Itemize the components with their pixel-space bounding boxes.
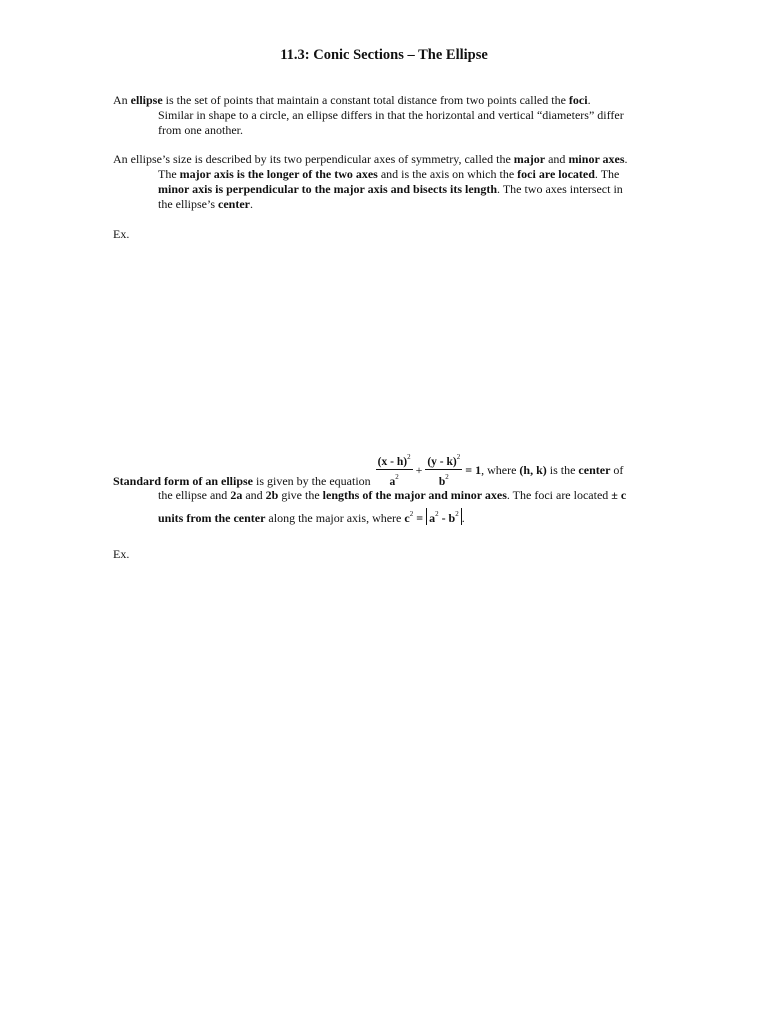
term-center: center — [218, 197, 250, 211]
text-run: , where — [481, 463, 520, 478]
term-2a: 2a — [230, 488, 243, 502]
paragraph-line — [113, 182, 658, 197]
term-hk: (h, k) — [519, 463, 547, 478]
text-run: give the — [278, 488, 323, 502]
foci-distance-formula: $c^2 = a^2 - b^2$ — [404, 511, 461, 525]
term-standard-form: Standard form of an ellipse — [113, 474, 254, 489]
text-run: . The foci are located — [506, 488, 612, 502]
text-run: the ellipse’s — [158, 197, 218, 211]
text-run: . The — [594, 167, 620, 181]
term-foci: foci — [568, 93, 588, 107]
text-run: is given by the equation — [253, 474, 374, 489]
term-minor-axes: minor axes — [568, 152, 625, 166]
fraction-x — [376, 450, 413, 489]
example-label: Ex. — [113, 227, 130, 241]
ellipse-definition-paragraph — [113, 93, 658, 138]
text-run: . The two axes intersect in — [497, 182, 623, 196]
paragraph-line — [158, 488, 626, 503]
term-minor-axis-perpendicular: minor axis is perpendicular to the major axis and bisects its length — [158, 182, 498, 196]
paragraph-line — [113, 197, 658, 212]
text-run: is the set of points that maintain a constant total distance from two points called the — [162, 93, 569, 107]
term-2b: 2b — [265, 488, 279, 502]
text-run: and is the axis on which the — [377, 167, 518, 181]
absolute-value: $a^2 - b^2$ — [426, 508, 462, 525]
text-run: . — [461, 511, 465, 525]
paragraph-line — [158, 508, 465, 526]
axes-paragraph — [113, 152, 658, 212]
page-title: 11.3: Conic Sections – The Ellipse — [280, 47, 488, 63]
equals-one: = 1 — [465, 463, 482, 478]
paragraph-line — [113, 167, 658, 182]
term-units-from-center: units from the center — [158, 511, 266, 525]
text-run: of — [610, 463, 624, 478]
plus-sign: + — [415, 463, 423, 478]
fraction-denominator: $b^2$ — [438, 473, 449, 488]
paragraph-line: from one another. — [158, 123, 243, 137]
text-run: . — [587, 93, 591, 107]
text-run: . — [624, 152, 628, 166]
term-lengths: lengths of the major and minor axes — [322, 488, 507, 502]
example-label: Ex. — [113, 547, 130, 561]
text-run: and — [242, 488, 266, 502]
text-run: The — [158, 167, 180, 181]
fraction-y — [425, 450, 462, 489]
term-foci-located: foci are located — [517, 167, 595, 181]
text-run: along the major axis, where — [265, 511, 405, 525]
paragraph-line — [113, 152, 658, 167]
term-major: major — [513, 152, 546, 166]
text-run: An ellipse’s size is described by its two perpendicular axes of symmetry, called the — [113, 152, 514, 166]
text-run: is the — [546, 463, 579, 478]
term-plus-minus-c: ± c — [611, 488, 627, 502]
standard-form-equation-line — [113, 450, 623, 490]
fraction-numerator: (y - k)$^2$ — [425, 450, 462, 470]
term-center: center — [578, 463, 611, 478]
paragraph-line — [113, 93, 658, 108]
fraction-numerator: (x - h)$^2$ — [376, 450, 413, 470]
fraction-denominator: $a^2$ — [389, 473, 399, 488]
text-run: An — [113, 93, 131, 107]
text-run: and — [545, 152, 569, 166]
term-major-axis-longer: major axis is the longer of the two axes — [179, 167, 378, 181]
paragraph-line: Similar in shape to a circle, an ellipse differs in that the horizontal and vertical “diameters” differ — [158, 108, 624, 122]
text-run: . — [249, 197, 253, 211]
text-run: the ellipse and — [158, 488, 231, 502]
term-ellipse: ellipse — [130, 93, 163, 107]
